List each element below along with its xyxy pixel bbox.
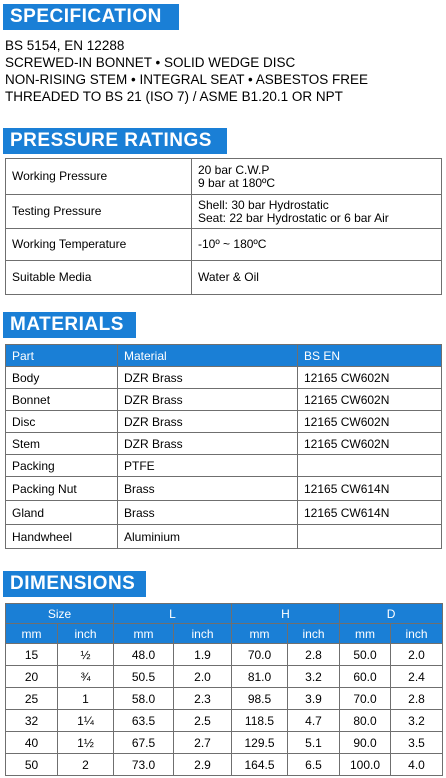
table-row <box>6 367 442 389</box>
bs-en-cell: 12165 CW614N <box>298 501 442 525</box>
dim-cell: 90.0 <box>340 732 391 754</box>
dim-cell: 118.5 <box>232 710 288 732</box>
dim-cell: 2.4 <box>391 666 443 688</box>
dim-cell: 40 <box>6 732 58 754</box>
dim-cell: 50.5 <box>114 666 174 688</box>
value-line: 9 bar at 180ºC <box>198 175 276 190</box>
dim-cell: 2.5 <box>174 710 232 732</box>
pressure-ratings-heading: PRESSURE RATINGS <box>3 128 227 154</box>
table-row <box>6 159 442 195</box>
unit-header: mm <box>232 624 288 644</box>
table-row <box>6 455 442 477</box>
material-cell: DZR Brass <box>118 389 298 411</box>
part-cell: Body <box>6 367 118 389</box>
materials-table <box>5 344 442 549</box>
unit-header: inch <box>288 624 340 644</box>
dim-cell: 1½ <box>58 732 114 754</box>
spec-line: BS 5154, EN 12288 <box>5 38 125 53</box>
dim-cell: 70.0 <box>232 644 288 666</box>
spec-line: THREADED TO BS 21 (ISO 7) / ASME B1.20.1 OR NPT <box>5 89 343 104</box>
table-row <box>6 666 443 688</box>
material-cell: Aluminium <box>118 525 298 549</box>
dim-cell: ¾ <box>58 666 114 688</box>
dim-cell: 2.0 <box>174 666 232 688</box>
dim-cell: 25 <box>6 688 58 710</box>
dim-cell: 2.9 <box>174 754 232 776</box>
value-line: 20 bar C.W.P <box>198 162 270 177</box>
pressure-value <box>192 195 442 229</box>
dim-cell: 2.7 <box>174 732 232 754</box>
pressure-value: -10º ~ 180ºC <box>192 229 442 261</box>
dim-cell: 20 <box>6 666 58 688</box>
table-row <box>6 195 442 229</box>
specification-heading: SPECIFICATION <box>3 4 179 30</box>
pressure-label: Working Pressure <box>6 159 192 195</box>
unit-header: mm <box>340 624 391 644</box>
table-header-row <box>6 345 442 367</box>
bs-en-cell: 12165 CW602N <box>298 411 442 433</box>
dim-cell: 63.5 <box>114 710 174 732</box>
material-cell: PTFE <box>118 455 298 477</box>
material-cell: Brass <box>118 477 298 501</box>
dimensions-heading: DIMENSIONS <box>3 571 146 597</box>
dim-cell: 70.0 <box>340 688 391 710</box>
part-cell: Bonnet <box>6 389 118 411</box>
unit-header: mm <box>6 624 58 644</box>
dim-cell: 1 <box>58 688 114 710</box>
dim-cell: 60.0 <box>340 666 391 688</box>
table-unit-header-row <box>6 624 443 644</box>
table-row <box>6 411 442 433</box>
part-cell: Handwheel <box>6 525 118 549</box>
unit-header: inch <box>174 624 232 644</box>
dim-cell: 4.7 <box>288 710 340 732</box>
column-header: Material <box>118 345 298 367</box>
materials-heading: MATERIALS <box>3 312 136 338</box>
dim-cell: 2.8 <box>288 644 340 666</box>
table-row <box>6 477 442 501</box>
column-header: Part <box>6 345 118 367</box>
dimensions-table <box>5 603 443 776</box>
material-cell: DZR Brass <box>118 411 298 433</box>
material-cell: DZR Brass <box>118 367 298 389</box>
pressure-label: Suitable Media <box>6 261 192 295</box>
pressure-value <box>192 159 442 195</box>
dim-cell: 2.3 <box>174 688 232 710</box>
dim-cell: 50.0 <box>340 644 391 666</box>
pressure-value: Water & Oil <box>192 261 442 295</box>
pressure-ratings-table <box>5 158 442 295</box>
table-row <box>6 732 443 754</box>
table-row <box>6 688 443 710</box>
value-line: Shell: 30 bar Hydrostatic <box>198 197 329 212</box>
table-row <box>6 389 442 411</box>
unit-header: inch <box>391 624 443 644</box>
dim-cell: 100.0 <box>340 754 391 776</box>
dim-cell: 3.5 <box>391 732 443 754</box>
specification-text <box>5 37 368 105</box>
table-row <box>6 501 442 525</box>
part-cell: Disc <box>6 411 118 433</box>
material-cell: DZR Brass <box>118 433 298 455</box>
table-row <box>6 433 442 455</box>
dim-cell: 3.2 <box>288 666 340 688</box>
dim-cell: 67.5 <box>114 732 174 754</box>
bs-en-cell <box>298 455 442 477</box>
unit-header: mm <box>114 624 174 644</box>
bs-en-cell: 12165 CW602N <box>298 367 442 389</box>
dim-cell: 3.2 <box>391 710 443 732</box>
dim-cell: 32 <box>6 710 58 732</box>
group-header: L <box>114 604 232 624</box>
unit-header: inch <box>58 624 114 644</box>
group-header: Size <box>6 604 114 624</box>
part-cell: Stem <box>6 433 118 455</box>
dim-cell: 1¼ <box>58 710 114 732</box>
table-row <box>6 754 443 776</box>
table-row <box>6 229 442 261</box>
part-cell: Packing Nut <box>6 477 118 501</box>
dim-cell: 4.0 <box>391 754 443 776</box>
group-header: H <box>232 604 340 624</box>
dim-cell: 50 <box>6 754 58 776</box>
dim-cell: 48.0 <box>114 644 174 666</box>
group-header: D <box>340 604 443 624</box>
dim-cell: 2.0 <box>391 644 443 666</box>
dim-cell: ½ <box>58 644 114 666</box>
bs-en-cell: 12165 CW602N <box>298 389 442 411</box>
dim-cell: 15 <box>6 644 58 666</box>
part-cell: Packing <box>6 455 118 477</box>
dim-cell: 5.1 <box>288 732 340 754</box>
spec-line: NON-RISING STEM • INTEGRAL SEAT • ASBESTOS FREE <box>5 72 369 87</box>
dim-cell: 3.9 <box>288 688 340 710</box>
table-row <box>6 710 443 732</box>
dim-cell: 80.0 <box>340 710 391 732</box>
value-line: Seat: 22 bar Hydrostatic or 6 bar Air <box>198 210 389 225</box>
pressure-label: Testing Pressure <box>6 195 192 229</box>
material-cell: Brass <box>118 501 298 525</box>
bs-en-cell <box>298 525 442 549</box>
spec-line: SCREWED-IN BONNET • SOLID WEDGE DISC <box>5 55 296 70</box>
part-cell: Gland <box>6 501 118 525</box>
bs-en-cell: 12165 CW614N <box>298 477 442 501</box>
pressure-label: Working Temperature <box>6 229 192 261</box>
table-row <box>6 644 443 666</box>
dim-cell: 164.5 <box>232 754 288 776</box>
table-group-header-row <box>6 604 443 624</box>
dim-cell: 129.5 <box>232 732 288 754</box>
dim-cell: 81.0 <box>232 666 288 688</box>
dim-cell: 98.5 <box>232 688 288 710</box>
dim-cell: 73.0 <box>114 754 174 776</box>
dim-cell: 6.5 <box>288 754 340 776</box>
bs-en-cell: 12165 CW602N <box>298 433 442 455</box>
table-row <box>6 261 442 295</box>
dim-cell: 58.0 <box>114 688 174 710</box>
dim-cell: 2 <box>58 754 114 776</box>
table-row <box>6 525 442 549</box>
dim-cell: 1.9 <box>174 644 232 666</box>
column-header: BS EN <box>298 345 442 367</box>
dim-cell: 2.8 <box>391 688 443 710</box>
